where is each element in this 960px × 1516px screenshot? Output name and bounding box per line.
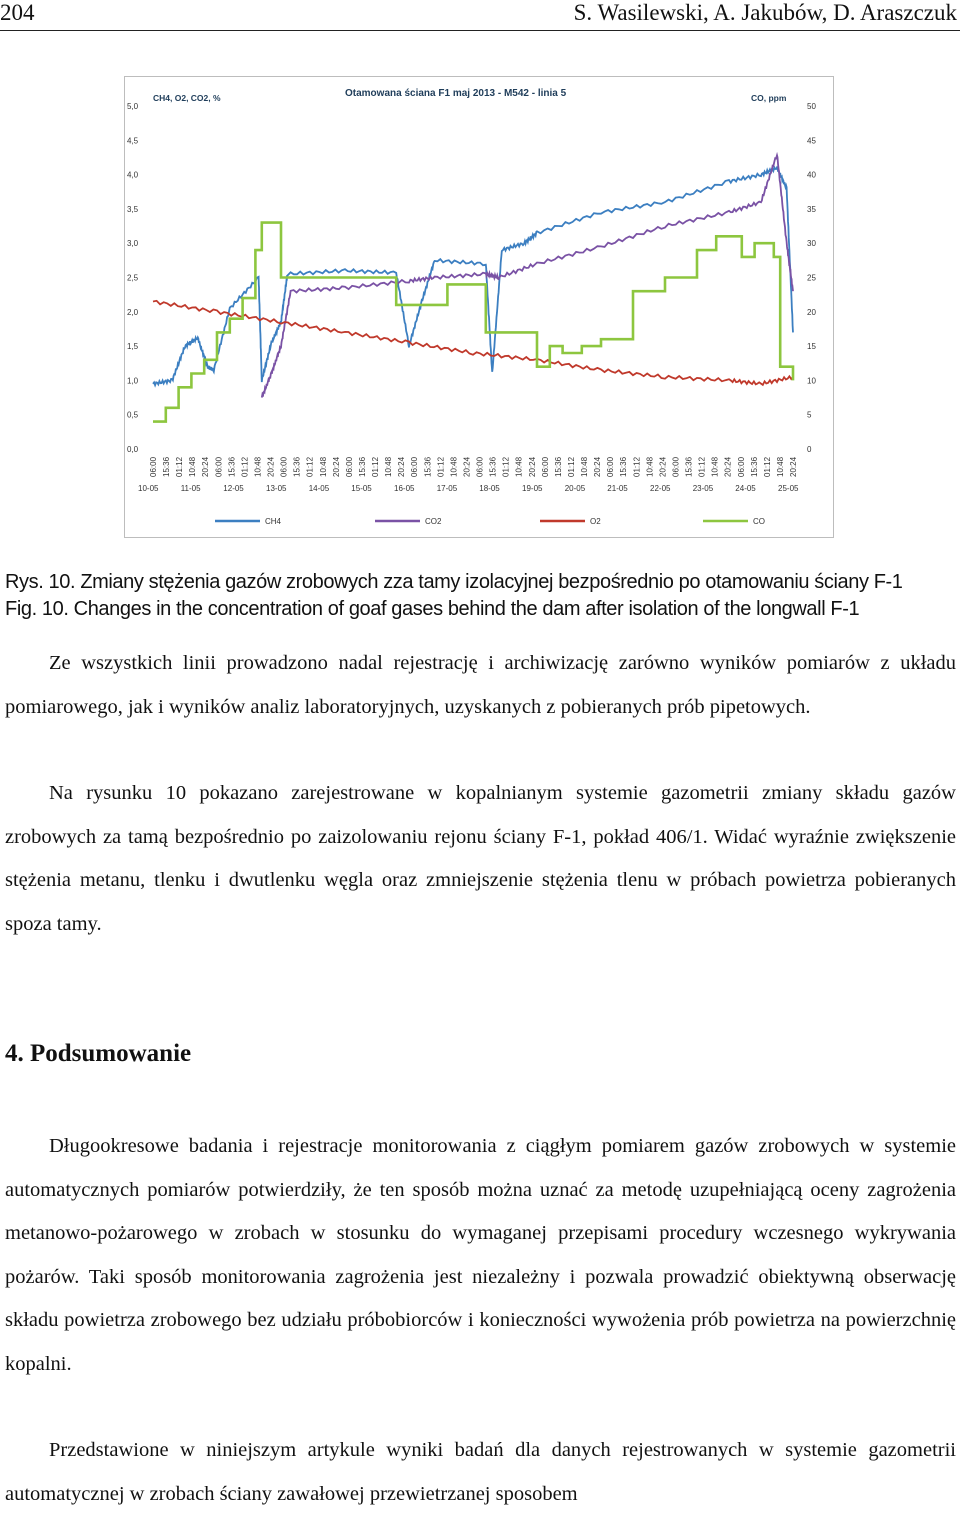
- x-tick-time-label: 20:24: [331, 456, 341, 477]
- y-tick-right-label: 5: [807, 410, 812, 420]
- x-tick-time-label: 06:00: [410, 456, 420, 477]
- chart-svg: [125, 77, 833, 537]
- x-tick-date-label: 20-05: [564, 484, 586, 493]
- x-tick-time-label: 01:12: [240, 456, 250, 477]
- series-line-o2: [153, 301, 793, 385]
- x-tick-time-label: 01:12: [762, 456, 772, 477]
- legend-label: CH4: [265, 517, 282, 526]
- y-axis-right-label: CO, ppm: [751, 93, 787, 103]
- x-tick-time-label: 10:48: [318, 456, 328, 477]
- x-tick-date-label: 13-05: [266, 484, 287, 493]
- x-tick-date-label: 14-05: [308, 484, 330, 493]
- x-tick-time-label: 06:00: [606, 456, 616, 477]
- x-tick-date-label: 11-05: [180, 484, 201, 493]
- x-tick-time-label: 06:00: [279, 456, 289, 477]
- page-number: 204: [0, 0, 35, 25]
- x-tick-time-label: 01:12: [305, 456, 315, 477]
- x-tick-time-label: 20:24: [658, 456, 668, 477]
- y-axis-left-label: CH4, O2, CO2, %: [153, 93, 221, 103]
- y-tick-right-label: 20: [807, 307, 816, 317]
- x-tick-time-label: 10:48: [384, 456, 394, 477]
- y-tick-right-label: 50: [807, 102, 816, 111]
- x-tick-time-label: 01:12: [436, 456, 446, 477]
- legend-label: CO: [753, 517, 765, 526]
- y-tick-left-label: 1,0: [127, 376, 139, 386]
- x-tick-time-label: 10:48: [449, 456, 459, 477]
- x-tick-date-label: 22-05: [650, 484, 671, 493]
- x-tick-date-label: 17-05: [436, 484, 458, 493]
- y-tick-right-label: 0: [807, 445, 812, 454]
- x-tick-date-label: 23-05: [692, 484, 714, 493]
- x-tick-date-label: 18-05: [479, 484, 500, 493]
- legend-label: O2: [590, 517, 601, 526]
- x-tick-time-label: 15:36: [292, 456, 302, 477]
- y-tick-right-label: 40: [807, 170, 816, 180]
- y-tick-left-label: 4,0: [127, 170, 139, 180]
- x-tick-time-label: 06:00: [671, 456, 681, 477]
- x-tick-time-label: 06:00: [736, 456, 746, 477]
- x-tick-time-label: 06:00: [540, 456, 550, 477]
- x-tick-time-label: 20:24: [397, 456, 407, 477]
- x-tick-date-label: 15-05: [351, 484, 372, 493]
- x-tick-time-label: 10:48: [710, 456, 720, 477]
- x-tick-time-label: 20:24: [789, 456, 798, 477]
- y-tick-left-label: 1,5: [127, 342, 139, 352]
- y-tick-left-label: 4,5: [127, 136, 139, 146]
- x-tick-time-label: 15:36: [358, 456, 367, 477]
- y-tick-right-label: 35: [807, 204, 816, 214]
- figure-caption-pl: Rys. 10. Zmiany stężenia gazów zrobowych zza tamy izolacyjnej bezpośrednio po otamowaniu ściany F-1: [5, 571, 903, 593]
- x-tick-time-label: 10:48: [514, 456, 524, 477]
- x-tick-time-label: 15:36: [749, 456, 759, 477]
- x-tick-time-label: 06:00: [214, 456, 224, 477]
- x-tick-time-label: 20:24: [593, 456, 603, 477]
- x-tick-time-label: 06:00: [344, 456, 354, 477]
- y-tick-left-label: 3,0: [127, 239, 139, 249]
- x-tick-time-label: 06:00: [149, 456, 158, 477]
- x-tick-time-label: 20:24: [527, 456, 537, 477]
- chart-title: Otamowana ściana F1 maj 2013 - M542 - linia 5: [345, 88, 567, 99]
- y-tick-left-label: 5,0: [127, 102, 139, 111]
- x-tick-time-label: 01:12: [175, 456, 185, 477]
- x-tick-time-label: 10:48: [580, 456, 589, 477]
- y-tick-left-label: 3,5: [127, 204, 139, 214]
- y-tick-left-label: 0,5: [127, 410, 139, 420]
- x-tick-time-label: 15:36: [227, 456, 237, 477]
- y-tick-left-label: 0,0: [127, 445, 139, 454]
- section-heading: 4. Podsumowanie: [5, 1040, 192, 1067]
- y-tick-right-label: 15: [807, 342, 816, 352]
- x-tick-time-label: 20:24: [266, 456, 276, 477]
- x-tick-time-label: 15:36: [488, 456, 498, 477]
- x-tick-time-label: 01:12: [371, 456, 380, 477]
- y-tick-right-label: 30: [807, 239, 816, 249]
- x-tick-time-label: 10:48: [645, 456, 655, 477]
- x-tick-time-label: 20:24: [723, 456, 733, 477]
- x-tick-time-label: 10:48: [253, 456, 263, 477]
- x-tick-date-label: 25-05: [778, 484, 799, 493]
- x-tick-time-label: 06:00: [475, 456, 485, 477]
- x-tick-time-label: 01:12: [501, 456, 511, 477]
- x-tick-time-label: 10:48: [188, 456, 198, 477]
- y-tick-left-label: 2,0: [127, 307, 139, 317]
- x-tick-time-label: 15:36: [423, 456, 433, 477]
- x-tick-date-label: 21-05: [607, 484, 628, 493]
- x-tick-date-label: 12-05: [223, 484, 244, 493]
- x-tick-time-label: 10:48: [775, 456, 785, 477]
- x-tick-date-label: 19-05: [522, 484, 543, 493]
- paragraph-3: Długookresowe badania i rejestracje monitorowania z ciągłym pomiarem gazów zrobowych w systemie automatycznych pomiarów potwierdziły, że ten sposób można uznać za metodę uzupełniającą oceny zagrożenia metanowo-pożarowego w zrobach w stosunku do wymaganej przepisami procedury wczesnego wykrywania pożarów. Taki sposób monitorowania zagrożenia jest niezależny i pozwala prowadzić obiektywną obserwację składu powietrza zrobowego bez udziału próbobiorców i konieczności wywożenia prób powietrza na powierzchnię kopalni.: [5, 1135, 956, 1375]
- paragraph-2: Na rysunku 10 pokazano zarejestrowane w kopalnianym systemie gazometrii zmiany składu gazów zrobowych za tamą bezpośrednio po zaizolowaniu rejonu ściany F-1, pokład 406/1. Widać wyraźnie zwiększenie stężenia metanu, tlenku i dwutlenku węgla oraz zmniejszenie stężenia tlenu w próbach powietrza pobieranych spoza tamy.: [5, 782, 956, 935]
- x-tick-time-label: 20:24: [462, 456, 472, 477]
- y-tick-right-label: 10: [807, 376, 816, 386]
- x-tick-date-label: 24-05: [735, 484, 756, 493]
- x-tick-time-label: 01:12: [567, 456, 576, 477]
- x-tick-time-label: 15:36: [162, 456, 172, 477]
- x-tick-time-label: 01:12: [697, 456, 707, 477]
- x-tick-time-label: 15:36: [684, 456, 694, 477]
- x-tick-time-label: 15:36: [619, 456, 629, 477]
- paragraph-4: Przedstawione w niniejszym artykule wyniki badań dla danych rejestrowanych w systemie gazometrii automatycznej w zrobach ściany zawałowej przewietrzanej sposobem: [5, 1439, 956, 1505]
- running-header: [0, 0, 960, 31]
- x-tick-date-label: 10-05: [138, 484, 159, 493]
- y-tick-right-label: 45: [807, 136, 816, 146]
- y-tick-right-label: 25: [807, 273, 816, 283]
- running-authors: S. Wasilewski, A. Jakubów, D. Araszczuk: [573, 0, 957, 25]
- legend-label: CO2: [425, 517, 442, 526]
- x-tick-time-label: 15:36: [553, 456, 563, 477]
- figure-caption-en: Fig. 10. Changes in the concentration of goaf gases behind the dam after isolation of the longwall F-1: [5, 598, 860, 620]
- series-line-co: [153, 223, 793, 422]
- gas-concentration-chart: [124, 76, 834, 538]
- y-tick-left-label: 2,5: [127, 273, 139, 283]
- x-tick-time-label: 20:24: [201, 456, 211, 477]
- x-tick-date-label: 16-05: [394, 484, 415, 493]
- x-tick-time-label: 01:12: [632, 456, 642, 477]
- paragraph-1: Ze wszystkich linii prowadzono nadal rejestrację i archiwizację zarówno wyników pomiarów z układu pomiarowego, jak i wyników analiz laboratoryjnych, uzyskanych z pobieranych prób pipetowych.: [5, 652, 956, 718]
